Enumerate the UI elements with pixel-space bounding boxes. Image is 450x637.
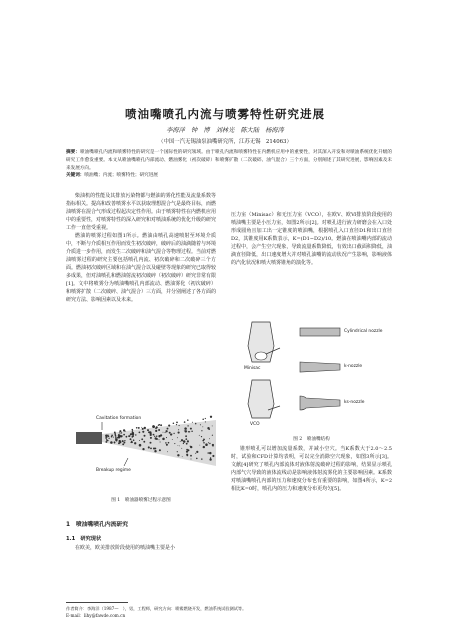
droplet bbox=[209, 438, 210, 439]
droplet bbox=[210, 457, 211, 458]
droplet bbox=[105, 437, 107, 439]
droplet bbox=[155, 427, 157, 429]
affiliation: （中国一汽无锡油泵油嘴研究所，江苏无锡 214063） bbox=[158, 139, 292, 145]
droplet bbox=[142, 428, 144, 430]
droplet bbox=[177, 445, 178, 446]
droplet bbox=[130, 436, 131, 437]
droplet bbox=[153, 434, 155, 436]
keywords-label: 关键词： bbox=[66, 173, 85, 179]
droplet bbox=[190, 428, 192, 430]
droplet bbox=[209, 452, 211, 454]
droplet bbox=[209, 458, 211, 460]
cylindrical-nozzle-label: Cylindrical nozzle bbox=[344, 329, 383, 334]
droplet bbox=[105, 441, 107, 443]
droplet bbox=[178, 432, 180, 434]
droplet bbox=[179, 425, 180, 426]
droplet bbox=[205, 418, 206, 419]
intro-column bbox=[66, 192, 216, 304]
droplet bbox=[139, 444, 142, 447]
droplet bbox=[176, 424, 177, 425]
droplet bbox=[111, 435, 113, 437]
droplet bbox=[201, 436, 202, 437]
droplet bbox=[155, 430, 157, 432]
droplet bbox=[139, 432, 141, 434]
droplet bbox=[153, 447, 155, 449]
droplet bbox=[106, 439, 107, 440]
droplet bbox=[163, 432, 164, 433]
droplet bbox=[119, 432, 120, 433]
droplet bbox=[167, 451, 168, 452]
droplet bbox=[130, 434, 132, 436]
footnote bbox=[66, 606, 396, 619]
droplet bbox=[126, 436, 128, 438]
droplet bbox=[187, 440, 189, 442]
body-paragraph: 锥形喷孔可以增加流量系数，并减小空穴。当K系数大于2.0～2.5时，试验和CFD计算均表明，可以完全消除空穴现象，如图3所示[3]。文献[4]研究了喷孔内部流体对液体射流破碎过程的影响，结果显示喷孔内部气穴导致的液体流线动是影响液体射流雾化的主要影响因素。K系数对喷油嘴喷孔内部的压力和速度分布也有重要的影响，如图4所示，K=2相比K=0时，喷孔内的压力和速度分布更均匀[5]。 bbox=[231, 446, 392, 492]
droplet bbox=[165, 430, 167, 432]
droplet bbox=[124, 440, 125, 441]
sac-volume bbox=[255, 352, 267, 360]
droplet bbox=[154, 436, 155, 437]
droplet bbox=[196, 451, 198, 453]
droplet bbox=[152, 425, 155, 428]
droplet bbox=[121, 432, 122, 433]
droplet bbox=[158, 425, 159, 426]
droplet bbox=[195, 453, 196, 454]
cavitation-label: Cavitation formation bbox=[96, 416, 142, 421]
droplet bbox=[116, 440, 117, 441]
droplet bbox=[142, 448, 144, 450]
droplet bbox=[123, 434, 125, 436]
droplet bbox=[168, 425, 170, 427]
droplet bbox=[172, 439, 173, 440]
droplet bbox=[171, 434, 172, 435]
droplet bbox=[196, 458, 198, 460]
droplet bbox=[118, 435, 120, 437]
vco-label: VCO bbox=[250, 422, 260, 427]
droplet bbox=[133, 439, 135, 441]
body-paragraph: 压力室（Minisac）和无压力室（VCO），在欧Ⅴ、欧Ⅵ排放阶段使用的喷油嘴主要是小压力室，如图2所示[2]。对喷孔进行液力研磨会在入口处形成圆角且加工出一定锥度的喷油嘴，根据喷孔入口直径D1和出口直径D2，其锥度用K系数表示，K=(D1−D2)/10。燃油在喷油嘴内部的流动过程中，会产生空穴现象，导致流量系数降低，有效出口截面积降低，油滴直径降低，出口速度增大并对喷孔油嘴的流动状况产生影响，影响液体的汽化状况和喷大喷雾锥角的演化等。 bbox=[231, 212, 392, 266]
droplet bbox=[202, 426, 203, 427]
droplet bbox=[201, 458, 202, 459]
abstract-text: 喷油嘴喷孔内流和喷雾特性的研究是一个国际性的研究领域。由于喷孔内流和喷雾特性在内燃机应用中的重要性，对其深入开发和对喷油系统优化升级的研究工作愈发重要。本文从喷油嘴喷孔内部流动、燃油雾化（初次破碎）和喷雾扩散（二次破碎、油气混合）三个方面，分别阐述了其研究进展，影响因素及未来发展方向。 bbox=[66, 150, 392, 171]
droplet bbox=[156, 438, 158, 440]
intro-paragraph: 燃油的喷雾过程如图1所示。燃油由喷孔高速喷射至环境介质中，不断与介质相互作用而发生初次破碎，破碎后的油滴随着与环境介质进一步作用，而发生二次破碎和油气混合等物理过程。当前对燃油喷雾过程的研究主要包括喷孔内流、初次破碎和二次破碎三个方面。燃油初次破碎区域和在油气混合以及碰壁等现象的研究已取得较多成果，但对油喷孔和燃油射流初次破碎（初次破碎）研究非常有限[1]。文中将喷雾分为喷油嘴喷孔内部流动、燃油雾化（初次破碎）和喷雾扩散（二次破碎、油气混合）三方面，并分别阐述了各方面的研究方法、影响因素以及未来。 bbox=[66, 233, 217, 303]
droplet bbox=[139, 440, 140, 441]
droplet bbox=[188, 431, 189, 432]
droplet bbox=[183, 443, 184, 444]
ks-nozzle-shape bbox=[300, 396, 340, 410]
droplet bbox=[155, 448, 156, 449]
droplet bbox=[167, 428, 169, 430]
droplet bbox=[177, 437, 178, 438]
droplet bbox=[150, 447, 152, 449]
droplet bbox=[176, 422, 178, 424]
droplet bbox=[182, 456, 183, 457]
droplet bbox=[156, 436, 157, 437]
k-nozzle-label: k-nozzle bbox=[344, 364, 363, 369]
droplet bbox=[168, 442, 170, 444]
droplet bbox=[209, 443, 210, 444]
droplet bbox=[205, 443, 208, 446]
droplet bbox=[135, 434, 136, 435]
droplet bbox=[165, 432, 166, 433]
droplet bbox=[150, 442, 152, 444]
droplet bbox=[169, 432, 171, 434]
droplet bbox=[179, 445, 180, 446]
droplet bbox=[148, 446, 150, 448]
droplet bbox=[130, 438, 132, 440]
droplet bbox=[187, 419, 189, 421]
droplet bbox=[150, 434, 152, 436]
droplet bbox=[147, 429, 149, 431]
droplet bbox=[141, 438, 143, 440]
droplet bbox=[160, 441, 161, 442]
droplet bbox=[190, 446, 192, 448]
droplet bbox=[207, 427, 209, 429]
droplet bbox=[122, 440, 124, 442]
droplet bbox=[143, 441, 145, 443]
droplet bbox=[116, 437, 117, 438]
abstract-label: 摘要： bbox=[66, 150, 80, 155]
droplet bbox=[110, 441, 113, 444]
droplet bbox=[203, 442, 205, 444]
droplet bbox=[142, 431, 144, 433]
nozzle-body bbox=[76, 432, 102, 444]
droplet bbox=[205, 421, 206, 422]
droplet bbox=[184, 421, 186, 423]
droplet bbox=[123, 442, 125, 444]
droplet bbox=[105, 435, 108, 438]
droplet bbox=[212, 425, 213, 426]
droplet bbox=[185, 438, 187, 440]
right-column-text bbox=[231, 211, 392, 267]
droplet bbox=[158, 429, 160, 431]
droplet bbox=[180, 441, 181, 442]
author-bio: 作者简介：李海洋（1987— ），男，工程师，研究方向：喷雾燃烧开发，燃油系统试验测试等。 bbox=[66, 606, 247, 611]
figure-1 bbox=[66, 414, 216, 482]
droplet bbox=[212, 435, 213, 436]
droplet bbox=[207, 452, 209, 454]
droplet bbox=[132, 431, 133, 432]
paper-title: 喷油嘴喷孔内流与喷雾特性研究进展 bbox=[125, 107, 325, 121]
author-list: 李海洋 钟 博 刘林光 陈大陆 杨海涛 bbox=[166, 127, 284, 134]
droplet bbox=[181, 439, 183, 441]
figure-2-caption: 图 2 喷油嘴结构 bbox=[293, 437, 330, 442]
droplet bbox=[183, 440, 186, 443]
figure-1-caption: 图 1 喷油器喷雾过程示意图 bbox=[111, 498, 171, 503]
droplet bbox=[191, 459, 192, 460]
droplet bbox=[178, 429, 179, 430]
droplet bbox=[186, 454, 188, 456]
droplet bbox=[119, 441, 121, 443]
droplet bbox=[212, 446, 213, 447]
keywords-text: 喷油嘴；内流；喷雾特性；研究进展 bbox=[84, 173, 158, 179]
droplet bbox=[107, 440, 109, 442]
droplet bbox=[159, 449, 161, 451]
droplet bbox=[204, 439, 205, 440]
droplet bbox=[117, 437, 119, 439]
section-heading: 1 喷油嘴喷孔内流研究 bbox=[66, 522, 129, 528]
figure-2 bbox=[240, 316, 390, 430]
droplet bbox=[131, 441, 133, 443]
droplet bbox=[187, 449, 189, 451]
cylindrical-hole-shape bbox=[300, 328, 340, 336]
droplet bbox=[173, 423, 175, 425]
droplet bbox=[148, 431, 150, 433]
droplet bbox=[134, 442, 136, 444]
droplet bbox=[195, 423, 196, 424]
droplet bbox=[191, 430, 193, 432]
droplet bbox=[203, 446, 205, 448]
droplet bbox=[166, 437, 167, 438]
droplet bbox=[144, 427, 146, 429]
vco-nozzle bbox=[248, 380, 274, 418]
droplet bbox=[190, 455, 192, 457]
droplet bbox=[115, 436, 116, 437]
droplet bbox=[141, 427, 142, 428]
droplet bbox=[166, 444, 168, 446]
droplet bbox=[177, 451, 178, 452]
droplet bbox=[173, 433, 174, 434]
section-paragraph: 在欧美，欧美排放阶段使用的喷油嘴主要是小 bbox=[75, 545, 176, 551]
ks-nozzle-label: ks-nozzle bbox=[344, 400, 365, 405]
droplet bbox=[177, 454, 179, 456]
droplet bbox=[113, 437, 114, 438]
breakup-label: Breakup regime bbox=[96, 468, 131, 473]
droplet bbox=[125, 431, 126, 432]
droplet bbox=[160, 434, 162, 436]
droplet bbox=[201, 430, 202, 431]
droplet bbox=[165, 442, 167, 444]
droplet bbox=[208, 442, 209, 443]
droplet bbox=[121, 435, 122, 436]
droplet bbox=[132, 429, 133, 430]
droplet bbox=[200, 424, 201, 425]
droplet bbox=[184, 427, 187, 430]
droplet bbox=[184, 430, 185, 431]
droplet bbox=[185, 430, 187, 432]
droplet bbox=[202, 440, 204, 442]
droplet bbox=[160, 424, 162, 426]
droplet bbox=[186, 443, 188, 445]
intro-paragraph: 柴油机的性能及其排放污染物都与燃油的雾化性能及流量系数等指标相关。提高和改善喷雾水平以获取理想混合气是最终目标，而燃油喷雾在混合气形成过程起决定性作用。由于喷雾特性在内燃机应用中的重要性，对喷雾特性的深入研究和对喷油系统的优化升级的研究工作一直倍受重视。 bbox=[66, 193, 217, 231]
droplet bbox=[181, 448, 182, 449]
droplet bbox=[122, 443, 124, 445]
droplet bbox=[192, 422, 193, 423]
droplet bbox=[199, 445, 200, 446]
minisac-label: Minisac bbox=[244, 366, 261, 371]
droplet bbox=[114, 442, 115, 443]
droplet bbox=[150, 437, 152, 439]
droplet bbox=[108, 436, 109, 437]
droplet bbox=[174, 443, 175, 444]
droplet bbox=[159, 439, 160, 440]
k-nozzle-shape bbox=[300, 362, 340, 372]
droplet bbox=[210, 416, 212, 418]
droplet bbox=[212, 455, 214, 457]
droplet bbox=[187, 425, 188, 426]
droplet bbox=[185, 435, 187, 437]
droplet bbox=[136, 427, 138, 429]
footnote-rule bbox=[66, 602, 128, 603]
subsection-heading: 1.1 研究现状 bbox=[66, 536, 102, 542]
droplet bbox=[199, 435, 200, 436]
leader-line bbox=[124, 458, 128, 466]
abstract bbox=[66, 149, 392, 180]
section-text bbox=[66, 544, 216, 552]
right-column-text-2 bbox=[231, 445, 392, 493]
droplet bbox=[144, 435, 146, 437]
droplet bbox=[132, 433, 134, 435]
droplet bbox=[154, 450, 156, 452]
droplet bbox=[202, 418, 204, 420]
spray-diagram bbox=[66, 414, 216, 482]
author-email: E-mail：lihy@fawde.com.cn bbox=[66, 612, 126, 618]
droplet bbox=[138, 427, 140, 429]
droplet bbox=[108, 438, 109, 439]
droplet bbox=[162, 438, 165, 441]
droplet bbox=[119, 430, 121, 432]
